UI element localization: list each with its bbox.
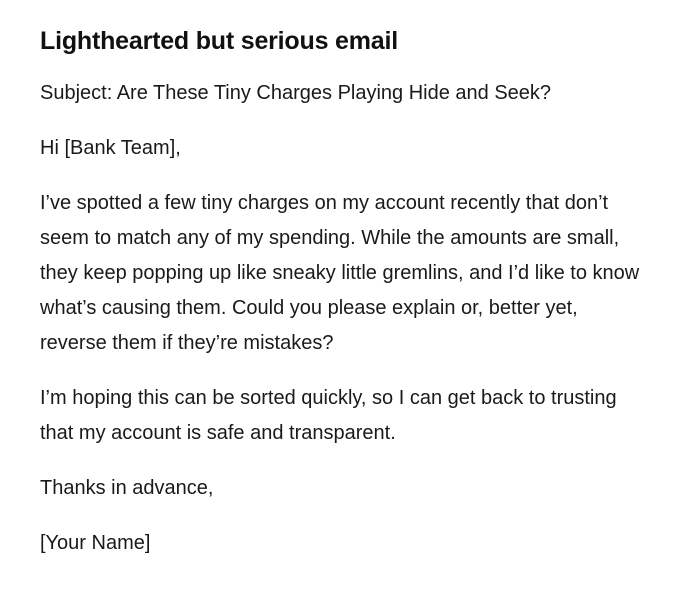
email-signature: [Your Name] <box>40 532 151 554</box>
email-closing: Thanks in advance, <box>40 477 214 499</box>
email-subject: Subject: Are These Tiny Charges Playing Hide and Seek? <box>40 82 552 104</box>
email-body-paragraph-1: I’ve spotted a few tiny charges on my account recently that don’t seem to match any of my spending. While the amounts are small, they keep popping up like sneaky little gremlins, and I’d like to know what’s causing them. Could you please explain or, better yet, reverse them if they’re mistakes? <box>40 192 640 354</box>
email-body-paragraph-2: I’m hoping this can be sorted quickly, so I can get back to trusting that my account is safe and transparent. <box>40 387 617 444</box>
document-title: Lighthearted but serious email <box>40 27 398 55</box>
email-greeting: Hi [Bank Team], <box>40 137 181 159</box>
